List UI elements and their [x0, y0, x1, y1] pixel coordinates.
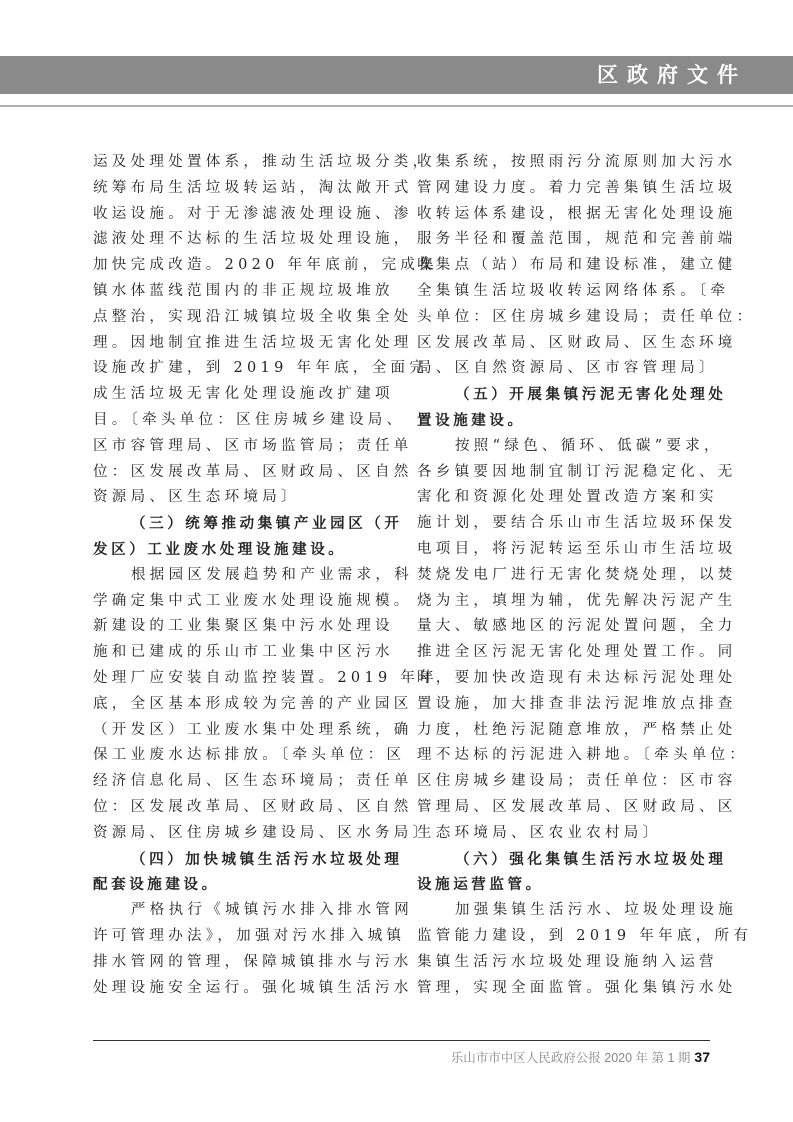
body-text-line: 收运设施。对于无渗滤液处理设施、渗 [93, 205, 413, 222]
body-text-line: 严格执行《城镇污水排入排水管网 [131, 902, 413, 919]
body-text-line: 服务半径和覆盖范围，规范和完善前端 [417, 231, 737, 248]
section-heading-line: （三）统筹推动集镇产业园区（开 [131, 515, 403, 533]
body-text-line: 力度，杜绝污泥随意堆放，严格禁止处 [417, 721, 737, 738]
body-text-line: 量大、敏感地区的污泥处置问题，全力 [417, 618, 737, 635]
section-heading-line: （六）强化集镇生活污水垃圾处理 [455, 850, 727, 868]
body-text-line: 底，全区基本形成较为完善的产业园区 [93, 695, 413, 712]
body-text-line: 许可管理办法》，加强对污水排入城镇 [93, 927, 406, 944]
body-text-line: 新建设的工业集聚区集中污水处理设 [93, 618, 394, 635]
body-text-line: 管网建设力度。着力完善集镇生活垃圾 [417, 179, 737, 196]
body-text-line: 电项目，将污泥转运至乐山市生活垃圾 [417, 540, 737, 557]
body-text-line: 理。因地制宜推进生活垃圾无害化处理 [93, 334, 413, 351]
body-text-line: 监管能力建设，到 2019 年年底，所有 [417, 927, 753, 944]
body-text-line: 管理，实现全面监管。强化集镇污水处 [417, 979, 737, 996]
body-text-line: 收集点（站）布局和建设标准，建立健 [417, 257, 737, 274]
body-text-line: 处理厂应安装自动监控装置。2019 年年 [93, 669, 439, 686]
page-footer [451, 1048, 710, 1066]
body-text-line: 各乡镇要因地制宜制订污泥稳定化、无 [417, 463, 737, 480]
section-header-band [0, 56, 793, 94]
body-text-line: 学确定集中式工业废水处理设施规模。 [93, 592, 413, 609]
body-text-line: 区市容管理局、区市场监管局；责任单 [93, 437, 413, 454]
body-text-line: 位：区发展改革局、区财政局、区自然 [93, 798, 413, 815]
body-text-line: 生态环境局、区农业农村局〕 [417, 824, 662, 841]
body-text-line: 统筹布局生活垃圾转运站，淘汰敞开式 [93, 179, 413, 196]
header-divider [0, 105, 793, 107]
body-text-line: 镇水体蓝线范围内的非正规垃圾堆放 [93, 282, 394, 299]
body-text-line: 根据园区发展趋势和产业需求，科 [131, 566, 413, 583]
body-text-line: 资源局、区住房城乡建设局、区水务局〕 [93, 824, 432, 841]
body-text-line: 成生活垃圾无害化处理设施改扩建项 [93, 386, 394, 403]
body-text-line: 资源局、区生态环境局〕 [93, 489, 300, 506]
body-text-line: 位：区发展改革局、区财政局、区自然 [93, 463, 413, 480]
section-heading-line: 置设施建设。 [417, 411, 526, 429]
body-text-line: 滤液处理不达标的生活垃圾处理设施， [93, 231, 413, 248]
body-text-line: 区住房城乡建设局；责任单位：区市容 [417, 773, 737, 790]
section-heading-line: （四）加快城镇生活污水垃圾处理 [131, 850, 403, 868]
body-text-line: 理不达标的污泥进入耕地。〔牵头单位： [417, 747, 749, 764]
body-text-line: 运及处理处置体系，推动生活垃圾分类， [93, 154, 432, 170]
body-text-line: 加快完成改造。2020 年年底前，完成集 [93, 257, 439, 274]
body-text-line: 收集系统，按照雨污分流原则加大污水 [417, 154, 737, 170]
body-text-line: 管理局、区发展改革局、区财政局、区 [417, 798, 737, 815]
body-text-line: 集镇生活污水垃圾处理设施纳入运营 [417, 953, 718, 970]
body-text-line: 点整治，实现沿江城镇垃圾全收集全处 [93, 308, 413, 325]
body-text-line: 施计划，要结合乐山市生活垃圾环保发 [417, 515, 737, 532]
left-column [93, 150, 439, 1001]
footer-divider [93, 1040, 710, 1041]
body-text-line: 头单位：区住房城乡建设局；责任单位： [417, 308, 756, 325]
body-text-line: 区发展改革局、区财政局、区生态环境 [417, 334, 737, 351]
section-heading-line: （五）开展集镇污泥无害化处理处 [455, 386, 727, 404]
body-text-line: 目。〔牵头单位：区住房城乡建设局、 [93, 411, 406, 428]
body-text-line: 全集镇生活垃圾收转运网络体系。〔牵 [417, 282, 730, 299]
page-number: 37 [694, 1049, 710, 1065]
section-heading-line: 发区）工业废水处理设施建设。 [93, 540, 347, 558]
right-column [417, 150, 756, 1001]
body-text-line: 烧为主，填埋为辅，优先解决污泥产生 [417, 592, 737, 609]
body-text-line: 置设施，加大排查非法污泥堆放点排查 [417, 695, 737, 712]
body-text-line: 加强集镇生活污水、垃圾处理设施 [455, 902, 737, 919]
section-heading-line: 设施运营监管。 [417, 876, 544, 894]
section-title: 区政府文件 [597, 63, 747, 87]
body-text-line: 保工业废水达标排放。〔牵头单位：区 [93, 747, 406, 764]
body-text-line: 设施改扩建，到 2019 年年底，全面完 [93, 360, 429, 377]
body-text-line: 排水管网的管理，保障城镇排水与污水 [93, 953, 413, 970]
body-text-line: 处理设施安全运行。强化城镇生活污水 [93, 979, 413, 996]
body-text-line: 局、区自然资源局、区市容管理局〕 [417, 360, 718, 377]
body-text-line: 经济信息化局、区生态环境局；责任单 [93, 773, 413, 790]
body-text-line: 焚烧发电厂进行无害化焚烧处理，以焚 [417, 566, 737, 583]
body-text-line: 害化和资源化处理处置改造方案和实 [417, 489, 718, 506]
section-heading-line: 配套设施建设。 [93, 876, 220, 894]
body-text-line: 时，要加快改造现有未达标污泥处理处 [417, 669, 737, 686]
body-text-line: 收转运体系建设，根据无害化处理设施 [417, 205, 737, 222]
publication-name: 乐山市市中区人民政府公报 2020 年 第 1 期 [450, 1051, 691, 1065]
body-text-line: （开发区）工业废水集中处理系统，确 [93, 721, 413, 738]
body-text-line: 施和已建成的乐山市工业集中区污水 [93, 644, 394, 661]
body-text-line: 推进全区污泥无害化处理处置工作。同 [417, 644, 737, 661]
body-text-line: 按照“绿色、循环、低碳”要求， [455, 437, 723, 454]
